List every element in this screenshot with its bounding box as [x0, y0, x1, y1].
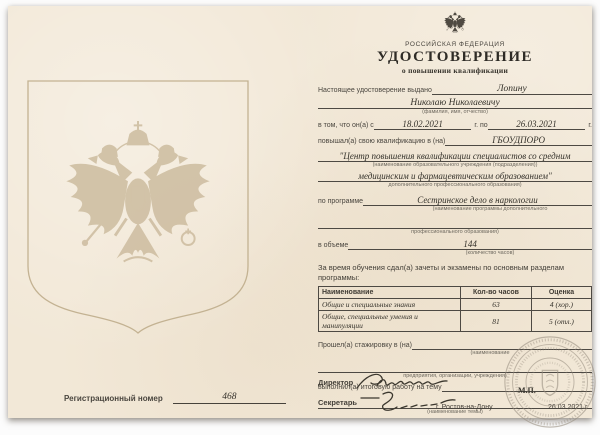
exams-paragraph: За время обучения сдал(а) зачеты и экзамены по основным разделам программы:: [318, 263, 564, 282]
volume-row: [318, 239, 592, 250]
date-from-value: 18.02.2021: [374, 119, 472, 130]
subject-name: Общие, специальные умения и манипуляции: [319, 311, 461, 332]
program-caption2: профессионального образования): [411, 229, 499, 235]
grades-table-header-row: [319, 287, 592, 299]
organization-line1-value: "Центр повышения квалификации специалистов со средним: [318, 151, 592, 162]
g-label: г.: [588, 121, 593, 129]
name-row: [318, 98, 592, 109]
internship-label: Прошел(а) стажировку в (на): [318, 342, 412, 349]
internship-caption2: предприятия, организации, учреждения): [403, 372, 507, 379]
grades-col-hours: Кол-во часов: [460, 287, 531, 299]
registration-number-row: [64, 392, 286, 404]
city-label: г. Ростов-на-Дону: [436, 404, 493, 411]
subject-hours: 63: [460, 299, 531, 311]
period-label: в том, что он(а) с: [318, 121, 374, 129]
program-continuation-line: [318, 219, 592, 229]
state-emblem-wrap: [318, 8, 592, 40]
double-headed-eagle-icon: [442, 8, 468, 38]
subject-grade: 4 (хор.): [531, 299, 591, 311]
certificate-left-page: [8, 6, 316, 418]
round-stamp-icon: [502, 334, 598, 430]
certificate-paper: [8, 6, 592, 418]
g-po-label: г. по: [474, 121, 488, 129]
program-continuation-blank: [318, 219, 592, 229]
program-label: по программе: [318, 197, 364, 205]
subject-grade: 5 (отл.): [531, 311, 591, 332]
organization-line1-row: [318, 151, 592, 162]
subject-name: Общие и специальные знания: [319, 299, 461, 311]
date-to-value: 26.03.2021: [488, 119, 586, 130]
organization-line2-value: медицинским и фармацевтическим образованием": [318, 171, 592, 182]
country-heading: РОССИЙСКАЯ ФЕДЕРАЦИЯ: [405, 41, 505, 48]
issued-to-row: [318, 84, 592, 95]
internship-caption1: (наименование: [470, 350, 510, 356]
certificate-title: УДОСТОВЕРЕНИЕ: [377, 49, 533, 65]
grades-table: [318, 286, 592, 332]
double-headed-eagle-watermark-icon: [52, 104, 224, 290]
registration-number-value: 468: [173, 392, 286, 404]
final-work-label: выполнил(а) итоговую работу на тему: [318, 384, 442, 391]
organization-line2-row: [318, 171, 592, 182]
secretary-label: Секретарь: [318, 397, 358, 407]
subject-hours: 81: [460, 311, 531, 332]
mp-seal-placeholder-label: М.П.: [518, 386, 536, 395]
surname-value: Лопину: [432, 84, 592, 95]
grades-col-grade: Оценка: [531, 287, 591, 299]
program-value: Сестринское дело в наркологии: [363, 195, 592, 206]
name-patronymic-value: Николаю Николаевичу: [318, 98, 592, 109]
qualification-row: [318, 135, 592, 146]
table-row: [319, 299, 592, 311]
volume-caption: (количество часов): [465, 249, 515, 256]
director-label: Директор: [318, 377, 354, 387]
period-row: [318, 119, 592, 130]
organization-abbr-value: ГБОУДПОРО: [445, 135, 592, 146]
table-row: [319, 311, 592, 332]
issue-date-label: 26.03.2021 г.: [548, 404, 589, 411]
name-caption: (фамилия, имя, отчество): [422, 109, 488, 115]
issued-to-label: Настоящее удостоверение выдано: [318, 87, 432, 94]
qualification-label: повышал(а) свою квалификацию в (на): [318, 137, 446, 145]
program-caption1: (наименование программы дополнительного: [432, 205, 548, 212]
certificate-subtitle: о повышении квалификации: [401, 66, 509, 75]
volume-label: в объеме: [318, 241, 349, 249]
program-row: [318, 195, 592, 206]
volume-value: 144: [348, 239, 592, 250]
organization-caption1: (наименование образовательного учреждения (подразделения)): [372, 161, 538, 168]
grades-col-name: Наименование: [319, 287, 461, 299]
registration-number-label: Регистрационный номер: [64, 394, 163, 403]
final-work-caption: (наименование темы): [427, 409, 483, 415]
organization-caption2: дополнительного профессионального образования): [388, 182, 522, 188]
